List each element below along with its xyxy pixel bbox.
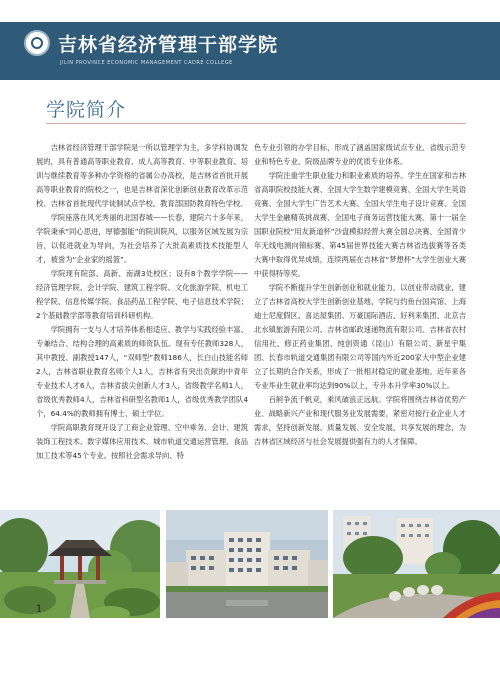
paragraph: 吉林省经济管理干部学院是一所以管理学为主，多学科协调发展的，具有普通高等职业教育、成人高等教育、中等职业教育、培训与继续教育等多种办学资格的省属公办高校，是吉林省首批开展高等职业教育的院校之一，也是吉林省深化创新创业教育改革示范校、吉林省首批现代学徒制试点学校、教育部国防教育特色学校。 — [36, 143, 248, 208]
right-text-column — [254, 141, 466, 509]
paragraph: 学院座落在风光秀丽的北国春城——长春，建院六十多年来，学院秉承“同心思进，厚德强能”的院训院风，以服务区域发展为宗旨，以促进就业为导向，为社会培养了大批高素质技术技能型人才，被誉为“企业家的摇篮”。 — [36, 213, 248, 264]
college-name-english: JILIN PROVINCE ECONOMIC MANAGEMENT CADRE COLLEGE — [60, 60, 233, 66]
pavilion-garden-photo — [0, 510, 160, 618]
college-emblem-icon — [24, 30, 50, 56]
college-name: 吉林省经济管理干部学院 — [58, 34, 279, 56]
paragraph: 色专业引领的办学目标，形成了涵盖国家级试点专业、省级示范专业和特色专业、院级品牌专业的优质专业体系。 — [254, 143, 466, 166]
paragraph: 学院不断提升学生创新创业和就业能力，以创业带动就业，建立了吉林省高校大学生创新创业基地，学院与约鱼台国宾馆、上海迪士尼度假区、喜达屋集团、万豪国际酒店、好利来集团、北京吉北水镇旅游有限公司、吉林省邮政速递物流有限公司、吉林省农村信用社、修正药业集团、纯创资通（昆山）有限公司、新星宇集团、长春市轨道交通集团有限公司等国内外近200家大中型企业建立了长期的合作关系，形成了一批相对稳定的就业基地。近年来各专业毕业生就业率均达到90%以上，专升本升学率30%以上。 — [254, 283, 466, 390]
paragraph: 百舸争流千帆竞，乘风破浪正远航。学院将围绕吉林省优势产业、战略新兴产业和现代服务业发展需要，紧密对接行业企业人才需求，坚持创新发展、质量发展、安全发展、共享发展的理念，为吉林省区域经济与社会发展提供强有力的人才保障。 — [254, 395, 466, 446]
section-title: 学院简介 — [46, 99, 127, 121]
header-banner — [0, 22, 500, 80]
paragraph: 学院拥有一支与人才培养体系相适应、教学与实践经验丰富、专兼结合、结构合理的高素质的师资队伍。现有专任教师328人，其中教授、副教授147人，“双师型”教师186人，长白山技能名师2人，吉林省职业教育名师个人1人，吉林省有突出贡献的中青年专业技术人才6人，吉林省拔尖创新人才3人，省级教学名师1人，省级优秀教师4人，吉林省科研型名教师1人，省级优秀教学团队4个，64.4%的教师拥有博士、硕士学位。 — [36, 325, 248, 418]
page-number: 1 — [36, 604, 43, 615]
campus-garden-photo — [333, 510, 500, 618]
left-text-column — [36, 141, 248, 509]
title-divider — [46, 123, 466, 124]
paragraph: 学院注重学生职业能力和职业素质的培养。学生在国家和吉林省高职院校技能大赛、全国大学生数学建模竞赛、全国大学生英语竞赛、全国大学生广告艺术大赛、全国大学生电子设计竞赛、全国大学生金融精英挑战赛、全国电子商务运营技能大赛、第十一届全国职业院校“用友新道杯”沙盘模拟经营大赛全国总决赛、全国青少年无线电测向锦标赛、第45届世界技能大赛吉林省选拔赛等各类大赛中取得优异成绩，连续两届在吉林省“梦想杯”大学生创业大赛中获得特等奖。 — [254, 171, 466, 278]
campus-buildings-photo — [166, 510, 328, 618]
paragraph: 学院现有院部、高新、南湖3处校区；设有8个教学学院——经济管理学院、会计学院、建筑工程学院、文化旅游学院、机电工程学院、信息传媒学院、食品药品工程学院、电子信息技术学院；2个基础教学部等教育培训科研机构。 — [36, 269, 248, 320]
paragraph: 学院高职教育现开设了工商企业管理、空中乘务、会计、建筑装饰工程技术、数字媒体应用技术、城市轨道交通运营管理、食品加工技术等45个专业。按照社会需求导向、特 — [36, 423, 248, 460]
